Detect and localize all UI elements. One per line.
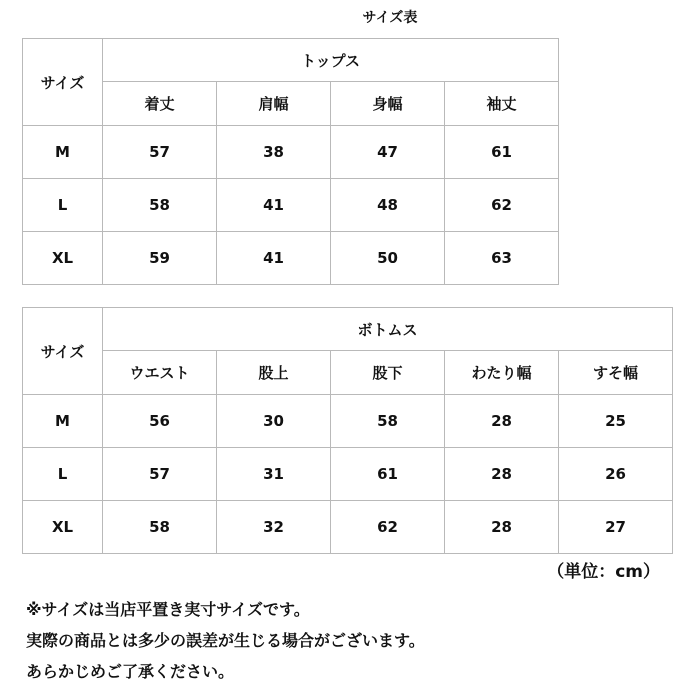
- table-cell: 27: [559, 501, 673, 554]
- table-cell: 58: [103, 501, 217, 554]
- table-cell: 32: [217, 501, 331, 554]
- bottoms-column-header: すそ幅: [559, 351, 673, 395]
- size-label: L: [23, 179, 103, 232]
- table-cell: 41: [217, 179, 331, 232]
- table-row: [23, 501, 673, 554]
- bottoms-column-header: 股上: [217, 351, 331, 395]
- tops-column-header-row: [23, 82, 559, 126]
- table-cell: 58: [331, 395, 445, 448]
- table-cell: 61: [445, 126, 559, 179]
- table-cell: 58: [103, 179, 217, 232]
- table-cell: 28: [445, 395, 559, 448]
- table-cell: 47: [331, 126, 445, 179]
- bottoms-size-header: サイズ: [23, 308, 103, 395]
- size-label: L: [23, 448, 103, 501]
- tops-column-header: 着丈: [103, 82, 217, 126]
- table-row: [23, 232, 559, 285]
- table-cell: 56: [103, 395, 217, 448]
- bottoms-group-header-row: [23, 308, 673, 351]
- unit-note: （単位：cm）: [547, 562, 660, 582]
- tops-size-table: [22, 38, 559, 285]
- note-line: あらかじめご了承ください。: [26, 662, 235, 681]
- tops-column-header: 袖丈: [445, 82, 559, 126]
- table-cell: 31: [217, 448, 331, 501]
- table-row: [23, 395, 673, 448]
- note-line: ※サイズは当店平置き実寸サイズです。: [26, 600, 310, 619]
- table-cell: 41: [217, 232, 331, 285]
- bottoms-group-header: ボトムス: [103, 308, 673, 351]
- bottoms-size-table: [22, 307, 673, 554]
- table-cell: 61: [331, 448, 445, 501]
- size-label: XL: [23, 232, 103, 285]
- page-title: サイズ表: [362, 10, 418, 26]
- notes: [26, 594, 686, 687]
- table-cell: 50: [331, 232, 445, 285]
- size-label: XL: [23, 501, 103, 554]
- table-cell: 26: [559, 448, 673, 501]
- bottoms-column-header: わたり幅: [445, 351, 559, 395]
- table-cell: 25: [559, 395, 673, 448]
- bottoms-column-header: 股下: [331, 351, 445, 395]
- table-cell: 62: [331, 501, 445, 554]
- table-cell: 63: [445, 232, 559, 285]
- table-cell: 62: [445, 179, 559, 232]
- table-cell: 38: [217, 126, 331, 179]
- size-label: M: [23, 126, 103, 179]
- table-row: [23, 126, 559, 179]
- table-row: [23, 448, 673, 501]
- table-cell: 57: [103, 126, 217, 179]
- tops-group-header: トップス: [103, 39, 559, 82]
- tops-group-header-row: [23, 39, 559, 82]
- tops-size-header: サイズ: [23, 39, 103, 126]
- table-cell: 28: [445, 501, 559, 554]
- bottoms-column-header-row: [23, 351, 673, 395]
- bottoms-column-header: ウエスト: [103, 351, 217, 395]
- table-cell: 48: [331, 179, 445, 232]
- tops-column-header: 肩幅: [217, 82, 331, 126]
- size-label: M: [23, 395, 103, 448]
- table-row: [23, 179, 559, 232]
- table-cell: 28: [445, 448, 559, 501]
- tops-column-header: 身幅: [331, 82, 445, 126]
- table-cell: 59: [103, 232, 217, 285]
- table-cell: 30: [217, 395, 331, 448]
- note-line: 実際の商品とは多少の誤差が生じる場合がございます。: [26, 631, 425, 650]
- table-cell: 57: [103, 448, 217, 501]
